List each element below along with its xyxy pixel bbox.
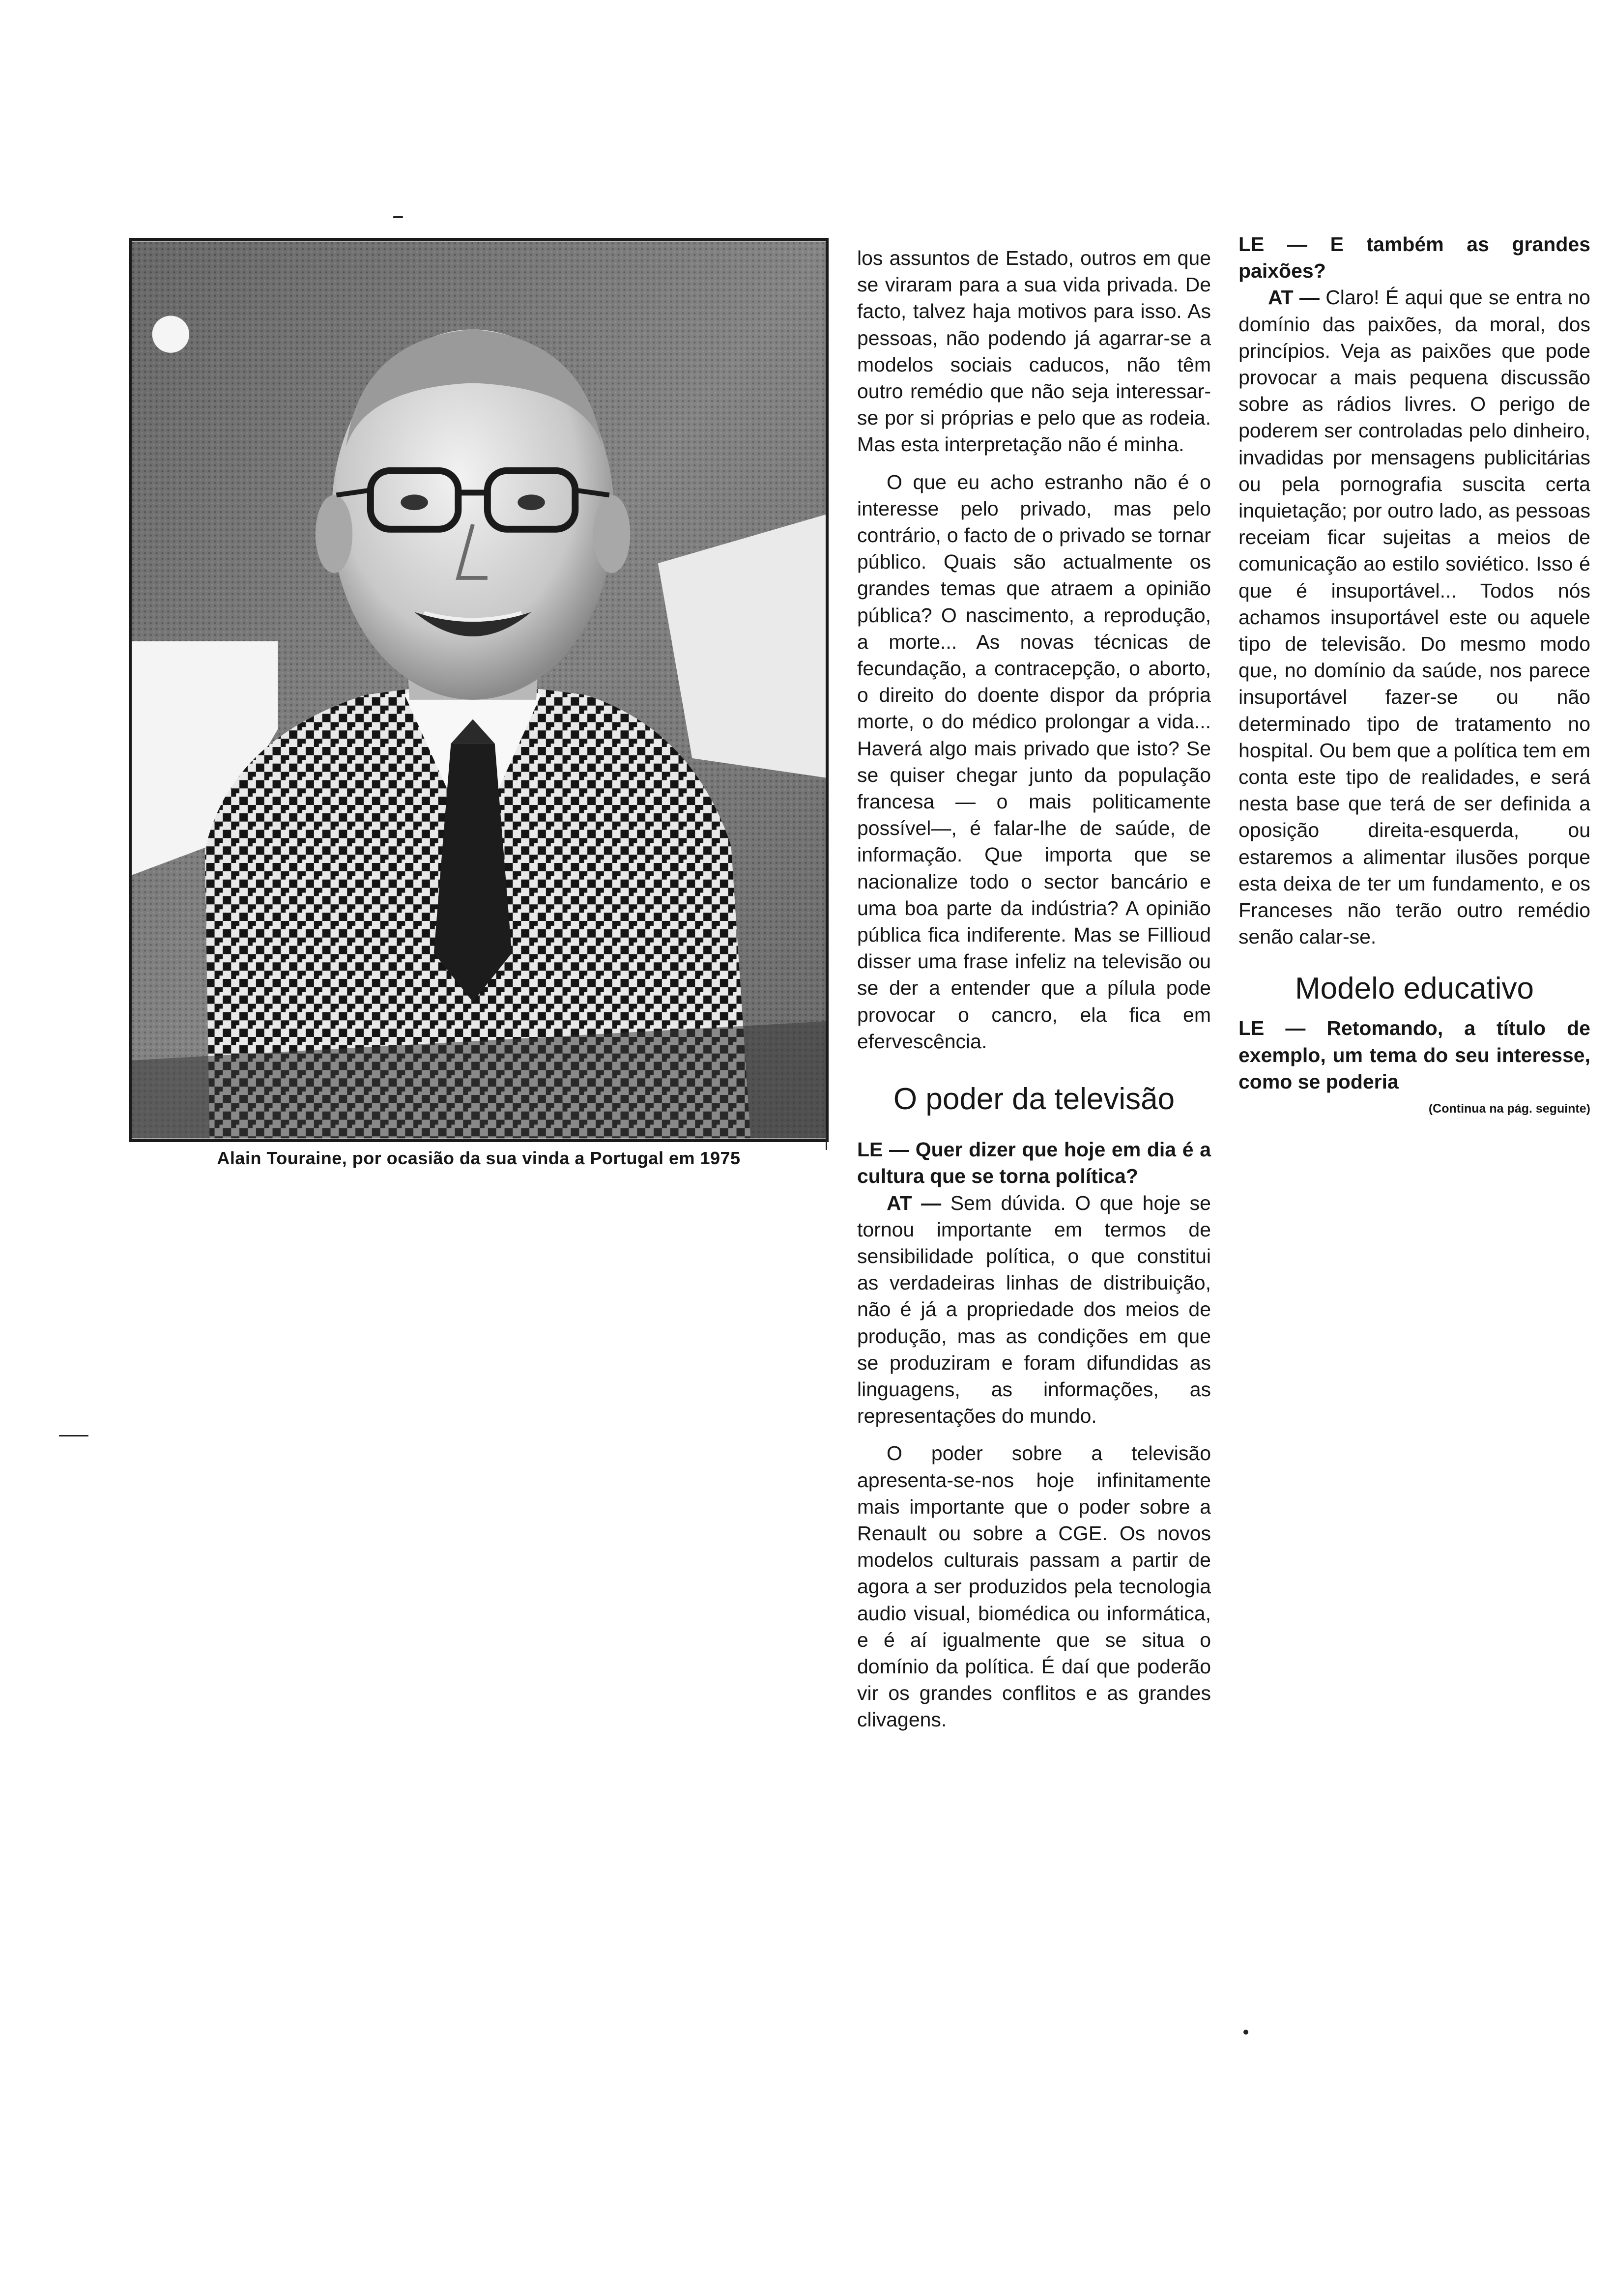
scan-speck [393,216,403,218]
section-heading: Modelo educativo [1295,972,1534,1006]
speaker-label: AT — [887,1191,942,1214]
portrait-illustration [132,241,826,1139]
interview-question: LE — Retomando, a título de exemplo, um tema do seu interesse, como se poderia [1238,1017,1590,1093]
answer-text: Sem dúvida. O que hoje se tornou importante em termos de sensibilidade política, o que constitui as verdadeiras linhas de distribuição, não é já a propriedade dos meios de produção, mas as condições em que se produziram e foram difundidas as linguagens, as informações, as representações do mundo. [857,1191,1211,1428]
scan-speck [59,1435,88,1436]
interview-question: LE — E também as grandes paixões? [1238,233,1590,283]
scan-speck [826,1130,827,1150]
continued-note: (Continua na pág. seguinte) [1428,1102,1590,1116]
photo-caption: Alain Touraine, por ocasião da sua vinda a Portugal em 1975 [217,1148,741,1168]
scan-speck [1243,2030,1248,2035]
section-heading: O poder da televisão [893,1082,1175,1117]
portrait-photo [129,238,829,1142]
article-column-3 [1238,231,1590,1116]
speaker-label: AT — [1268,286,1320,309]
interview-answer [1238,284,1590,950]
article-column-2 [857,245,1211,1733]
paragraph: los assuntos de Estado, outros em que se viraram para a sua vida privada. De facto, talvez haja motivos para isso. As pessoas, não podendo já agarrar-se a modelos sociais caducos, não têm outro remédio que não seja interessar-se por si próprias e pelo que as rodeia. Mas esta interpretação não é minha. [857,247,1211,456]
paragraph: O poder sobre a televisão apresenta-se-nos hoje infinitamente mais importante que o poder sobre a Renault ou sobre a CGE. Os novos modelos culturais passam a partir de agora a ser produzidos pela tecnologia audio visual, biomédica ou informática, e é aí igualmente que se situa o domínio da política. É daí que poderão vir os grandes conflitos e as grandes clivagens. [857,1442,1211,1731]
interview-question: LE — Quer dizer que hoje em dia é a cultura que se torna política? [857,1138,1211,1188]
answer-text: Claro! É aqui que se entra no domínio das paixões, da moral, dos princípios. Veja as paixões que pode provocar a mais pequena discussão sobre as rádios livres. O perigo de poderem ser controladas pelo dinheiro, invadidas por mensagens publicitárias ou pela pornografia suscita certa inquietação; por outro lado, as pessoas receiam ficar sujeitas a meios de comunicação ao estilo soviético. Isso é que é insuportável... Todos nós achamos insuportável este ou aquele tipo de televisão. Do mesmo modo que, no domínio da saúde, nos parece insuportável fazer-se ou não determinado tipo de tratamento no hospital. Ou bem que a política tem em conta este tipo de realidades, e será nesta base que terá de ser definida a oposição direita-esquerda, ou estaremos a alimentar ilusões porque esta deixa de ter um fundamento, e os Franceses não terão outro remédio senão calar-se. [1238,286,1590,948]
paragraph: O que eu acho estranho não é o interesse pelo privado, mas pelo contrário, o facto de o privado se tornar público. Quais são actualmente os grandes temas que atraem a opinião pública? O nascimento, a reprodução, a morte... As novas técnicas de fecundação, a contracepção, o aborto, o direito do doente dispor da própria morte, o do médico prolongar a vida... Haverá algo mais privado que isto? Se se quiser chegar junto da população francesa — o mais politicamente possível—, é falar-lhe de saúde, de informação. Que importa que se nacionalize todo o sector bancário e uma boa parte da indústria? A opinião pública fica indiferente. Mas se Fillioud disser uma frase infeliz na televisão ou se der a entender que a pílula pode provocar o cancro, ela fica em efervescência. [857,470,1211,1053]
interview-answer [857,1190,1211,1430]
